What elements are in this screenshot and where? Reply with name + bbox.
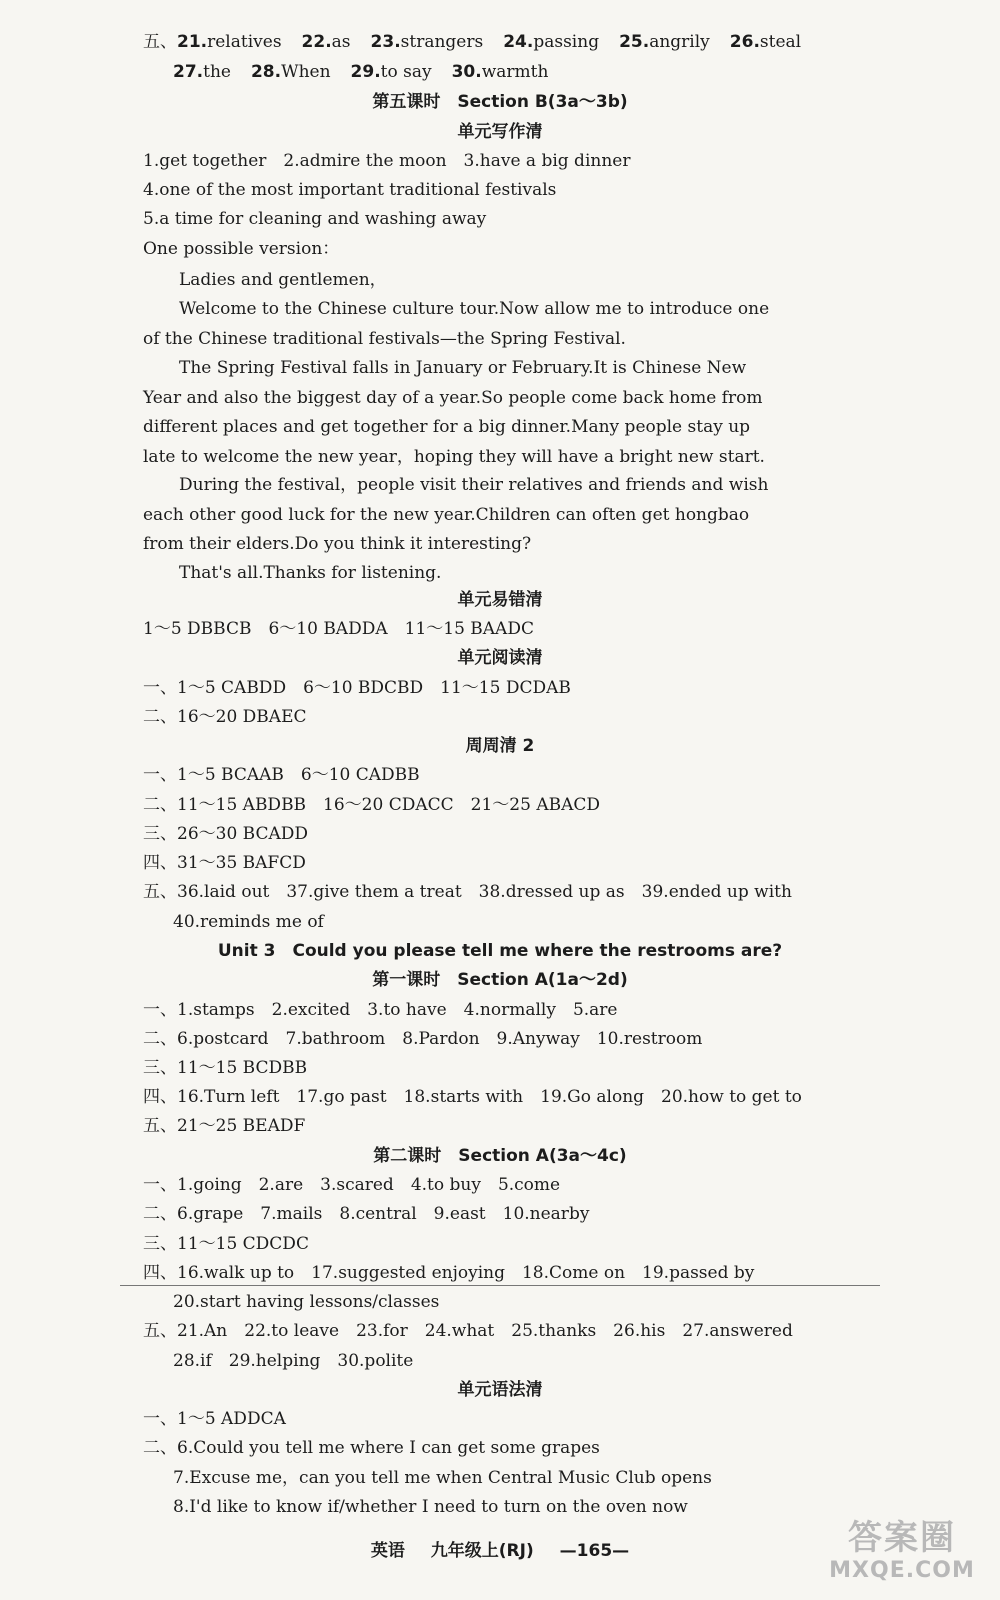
answer-line: 一、1～5 BCAAB 6～10 CADBB [143,765,420,785]
answer-line: 一、1～5 ADDCA [143,1409,286,1429]
answer-line: 二、6.grape 7.mails 8.central 9.east 10.nearby [143,1204,590,1224]
answer-line: 四、16.walk up to 17.suggested enjoying 18.Come on 19.passed by [143,1263,755,1283]
watermark-logo [822,1518,982,1590]
answer-line: 三、11～15 CDCDC [143,1234,309,1254]
answer-line: One possible version： [143,239,340,259]
answer-line: 三、26～30 BCADD [143,824,309,844]
divider [120,1285,880,1286]
answer-line: 二、11～15 ABDBB 16～20 CDACC 21～25 ABACD [143,795,600,815]
answer-line: 4.one of the most important traditional festivals [143,180,557,200]
answer-line: 五、21～25 BEADF [143,1116,306,1136]
answer-line: 1.get together 2.admire the moon 3.have a big dinner [143,151,631,171]
watermark-text: 答案圈 [848,1518,956,1558]
answer-line: 二、16～20 DBAEC [143,707,307,727]
answer-line: 二、6.Could you tell me where I can get some grapes [143,1438,600,1458]
essay-paragraph: The Spring Festival falls in January or February.It is Chinese New Year and also the biggest day of a year.So people come back home from different places and get together for a big dinner.Many people stay up late to welcome the new year，hoping they will have a bright new start. [143,358,765,467]
answer-line: 20.start having lessons/classes [173,1292,440,1312]
answer-line: 一、1.stamps 2.excited 3.to have 4.normally 5.are [143,1000,618,1020]
answer-line: 40.reminds me of [173,912,324,932]
answer-line: 5.a time for cleaning and washing away [143,209,487,229]
essay-paragraph: During the festival，people visit their relatives and friends and wish each other good luck for the new year.Children can often get hongbao from their elders.Do you think it interesting? [143,475,769,554]
essay-paragraph: That's all.Thanks for listening. [179,563,442,583]
unit-heading: Unit 3 Could you please tell me where the restrooms are? [217,941,783,961]
answer-line: 二、6.postcard 7.bathroom 8.Pardon 9.Anyway 10.restroom [143,1029,703,1049]
section-heading: 单元易错清 [457,590,543,610]
watermark-url: MXQE.COM [829,1558,975,1583]
answer-line: 28.if 29.helping 30.polite [173,1351,414,1371]
answer-line: 一、1.going 2.are 3.scared 4.to buy 5.come [143,1175,561,1195]
section-heading: 周周清 2 [465,736,535,756]
section-heading: 第一课时 Section A(1a～2d) [372,970,628,990]
answer-line: 五、21.An 22.to leave 23.for 24.what 25.thanks 26.his 27.answered [143,1321,793,1341]
answer-line: 7.Excuse me，can you tell me when Central Music Club opens [173,1468,712,1488]
section-heading: 单元写作清 [457,122,543,142]
answer-line: 五、36.laid out 37.give them a treat 38.dressed up as 39.ended up with [143,882,792,902]
footer-grade: 九年级上(RJ) [430,1541,534,1561]
answer-line: 27.the 28.When 29.to say 30.warmth [173,62,549,82]
answer-line: 五、21.relatives 22.as 23.strangers 24.passing 25.angrily 26.steal [143,32,802,52]
section-heading: 第五课时 Section B(3a～3b) [372,92,628,112]
page-number: —165— [559,1541,630,1561]
answer-line: 四、16.Turn left 17.go past 18.starts with 19.Go along 20.how to get to [143,1087,802,1107]
answer-line: 三、11～15 BCDBB [143,1058,308,1078]
essay-paragraph: Ladies and gentlemen， [179,270,387,290]
section-heading: 单元语法清 [457,1380,543,1400]
answer-line: 一、1～5 CABDD 6～10 BDCBD 11～15 DCDAB [143,678,571,698]
section-heading: 单元阅读清 [457,648,543,668]
answer-line: 四、31～35 BAFCD [143,853,306,873]
answer-line: 1～5 DBBCB 6～10 BADDA 11～15 BAADC [143,619,534,639]
answer-line: 8.I'd like to know if/whether I need to turn on the oven now [173,1497,688,1517]
essay-paragraph: Welcome to the Chinese culture tour.Now allow me to introduce one of the Chinese traditional festivals—the Spring Festival. [143,299,770,349]
section-heading: 第二课时 Section A(3a～4c) [373,1146,627,1166]
footer-subject: 英语 [370,1541,405,1561]
